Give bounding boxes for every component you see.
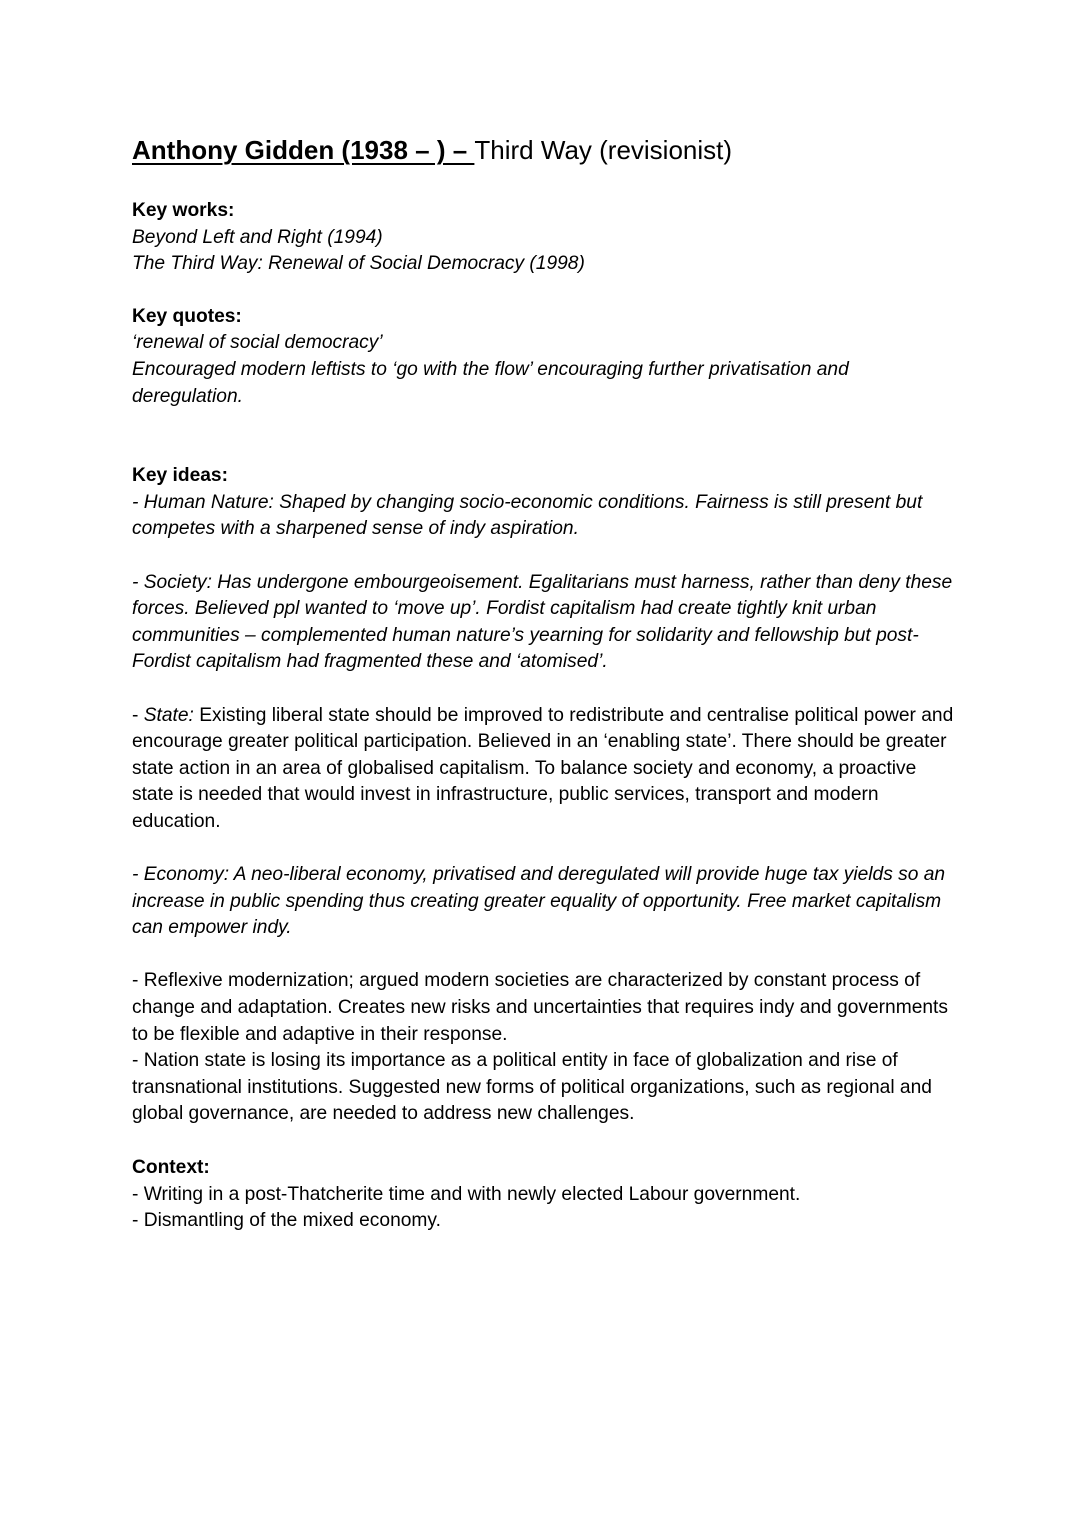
context-item: - Dismantling of the mixed economy. — [132, 1210, 441, 1232]
idea-state-text: Existing liberal state should be improved to redistribute and centralise political power and encourage greater political participation. Believed in an ‘enabling state’. There should be greater state action in an area of globalised capitalism. To balance society and economy, a proactive state is needed that would invest in infrastructure, public services, transport and modern education. — [132, 704, 954, 832]
page-title — [132, 130, 962, 170]
idea-society: - Society: Has undergone embourgeoisement. Egalitarians must harness, rather than deny these forces. Believed ppl wanted to ‘move up’. Fordist capitalism had create tightly knit urban communities – complemented human nature’s yearning for solidarity and fellowship but post-Fordist capitalism had fragmented these and ‘atomised’. — [132, 571, 953, 673]
key-quotes-section — [132, 304, 962, 410]
key-quote-item: Encouraged modern leftists to ‘go with the flow’ encouraging further privatisation and deregulation. — [132, 358, 849, 407]
context-item: - Writing in a post-Thatcherite time and with newly elected Labour government. — [132, 1183, 801, 1205]
key-ideas-heading: Key ideas: — [132, 465, 228, 487]
idea-state — [132, 703, 962, 836]
document-page — [132, 130, 962, 1235]
key-quotes-heading: Key quotes: — [132, 305, 242, 327]
key-works-heading: Key works: — [132, 200, 235, 221]
key-work-item: Beyond Left and Right (1994) — [132, 226, 383, 248]
key-work-item: The Third Way: Renewal of Social Democracy (1998) — [132, 253, 585, 275]
key-quote-item: ‘renewal of social democracy’ — [132, 332, 383, 354]
context-section — [132, 1155, 962, 1235]
idea-reflexive-modernization: - Reflexive modernization; argued modern societies are characterized by constant process of change and adaptation. Creates new risks and uncertainties that requires indy and governments to be flexible and adaptive in their response. — [132, 970, 948, 1045]
key-ideas-section — [132, 463, 962, 1128]
idea-economy: - Economy: A neo-liberal economy, privatised and deregulated will provide huge tax yields so an increase in public spending thus creating greater equality of opportunity. Free market capitalism can empower indy. — [132, 864, 946, 939]
title-name: Anthony Gidden (1938 – ) – — [132, 135, 475, 165]
idea-nation-state: - Nation state is losing its importance as a political entity in face of globalization and rise of transnational institutions. Suggested new forms of political organizations, such as regional and global governance, are needed to address new challenges. — [132, 1050, 932, 1125]
title-subtitle: Third Way (revisionist) — [474, 135, 733, 165]
idea-state-prefix: - — [132, 704, 144, 726]
context-heading: Context: — [132, 1157, 210, 1178]
key-works-section — [132, 198, 962, 278]
idea-state-label: State: — [143, 704, 194, 726]
idea-human-nature: - Human Nature: Shaped by changing socio-economic conditions. Fairness is still present but competes with a sharpened sense of indy aspiration. — [132, 491, 923, 540]
